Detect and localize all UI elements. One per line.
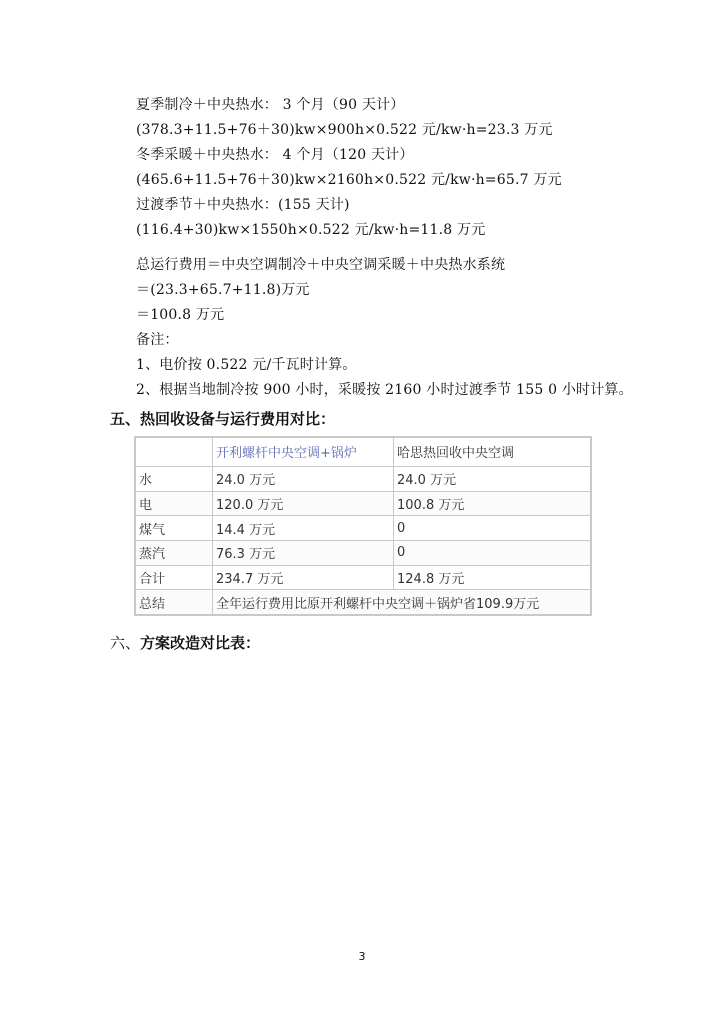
table-summary-row — [136, 590, 591, 615]
table-cell: 24.0 万元 — [394, 466, 591, 491]
text-line-total-result: ＝100.8 万元 — [136, 307, 225, 323]
table-header-cell: 开利螺杆中央空调+锅炉 — [213, 438, 394, 467]
table-cell: 水 — [136, 466, 213, 491]
blank-content-area — [110, 680, 610, 920]
table-header-row — [136, 438, 591, 467]
table-header-cell: 哈思热回收中央空调 — [394, 438, 591, 467]
table-row — [136, 466, 591, 491]
table-cell: 蒸汽 — [136, 540, 213, 565]
table-row — [136, 540, 591, 565]
section-6-heading — [110, 634, 260, 652]
page-number: 3 — [358, 950, 366, 963]
comparison-table — [134, 436, 592, 616]
table-cell: 24.0 万元 — [213, 466, 394, 491]
table-cell: 14.4 万元 — [213, 516, 394, 541]
text-line-note-1: 1、电价按 0.522 元/千瓦时计算。 — [136, 357, 357, 373]
table-summary-text: 全年运行费用比原开利螺杆中央空调＋锅炉省109.9万元 — [213, 590, 591, 615]
table-cell: 76.3 万元 — [213, 540, 394, 565]
text-line-winter: 冬季采暖＋中央热水： 4 个月（120 天计） — [136, 147, 414, 163]
table-cell: 0 — [394, 540, 591, 565]
text-line-total-cost: 总运行费用＝中央空调制冷＋中央空调采暖＋中央热水系统 — [136, 257, 506, 273]
table-summary-label: 总结 — [136, 590, 213, 615]
table-cell: 电 — [136, 491, 213, 516]
table-row — [136, 565, 591, 590]
text-line-notes-label: 备注： — [136, 332, 179, 348]
text-line-note-2: 2、根据当地制冷按 900 小时，采暖按 2160 小时过渡季节 155 0 小时计算。 — [136, 382, 633, 398]
section-5-heading: 五、热回收设备与运行费用对比： — [110, 410, 336, 428]
section-6-number: 六、 — [110, 634, 141, 652]
text-line-transition-calc: (116.4+30)kw×1550h×0.522 元/kw·h=11.8 万元 — [136, 222, 486, 238]
table-cell: 煤气 — [136, 516, 213, 541]
text-line-transition: 过渡季节＋中央热水：(155 天计) — [136, 197, 350, 213]
table-row — [136, 516, 591, 541]
table-cell: 120.0 万元 — [213, 491, 394, 516]
table-cell: 0 — [394, 516, 591, 541]
table-header-cell — [136, 438, 213, 467]
text-line-total-sum: ＝(23.3+65.7+11.8)万元 — [136, 282, 310, 298]
section-6-title: 方案改造对比表： — [140, 634, 261, 652]
text-line-winter-calc: (465.6+11.5+76＋30)kw×2160h×0.522 元/kw·h=65.7 万元 — [136, 172, 562, 188]
table-row — [136, 491, 591, 516]
table-cell: 234.7 万元 — [213, 565, 394, 590]
table-cell: 合计 — [136, 565, 213, 590]
table-cell: 100.8 万元 — [394, 491, 591, 516]
table-cell: 124.8 万元 — [394, 565, 591, 590]
text-line-summer: 夏季制冷＋中央热水： 3 个月（90 天计） — [136, 97, 405, 113]
text-line-summer-calc: (378.3+11.5+76＋30)kw×900h×0.522 元/kw·h=23.3 万元 — [136, 122, 553, 138]
